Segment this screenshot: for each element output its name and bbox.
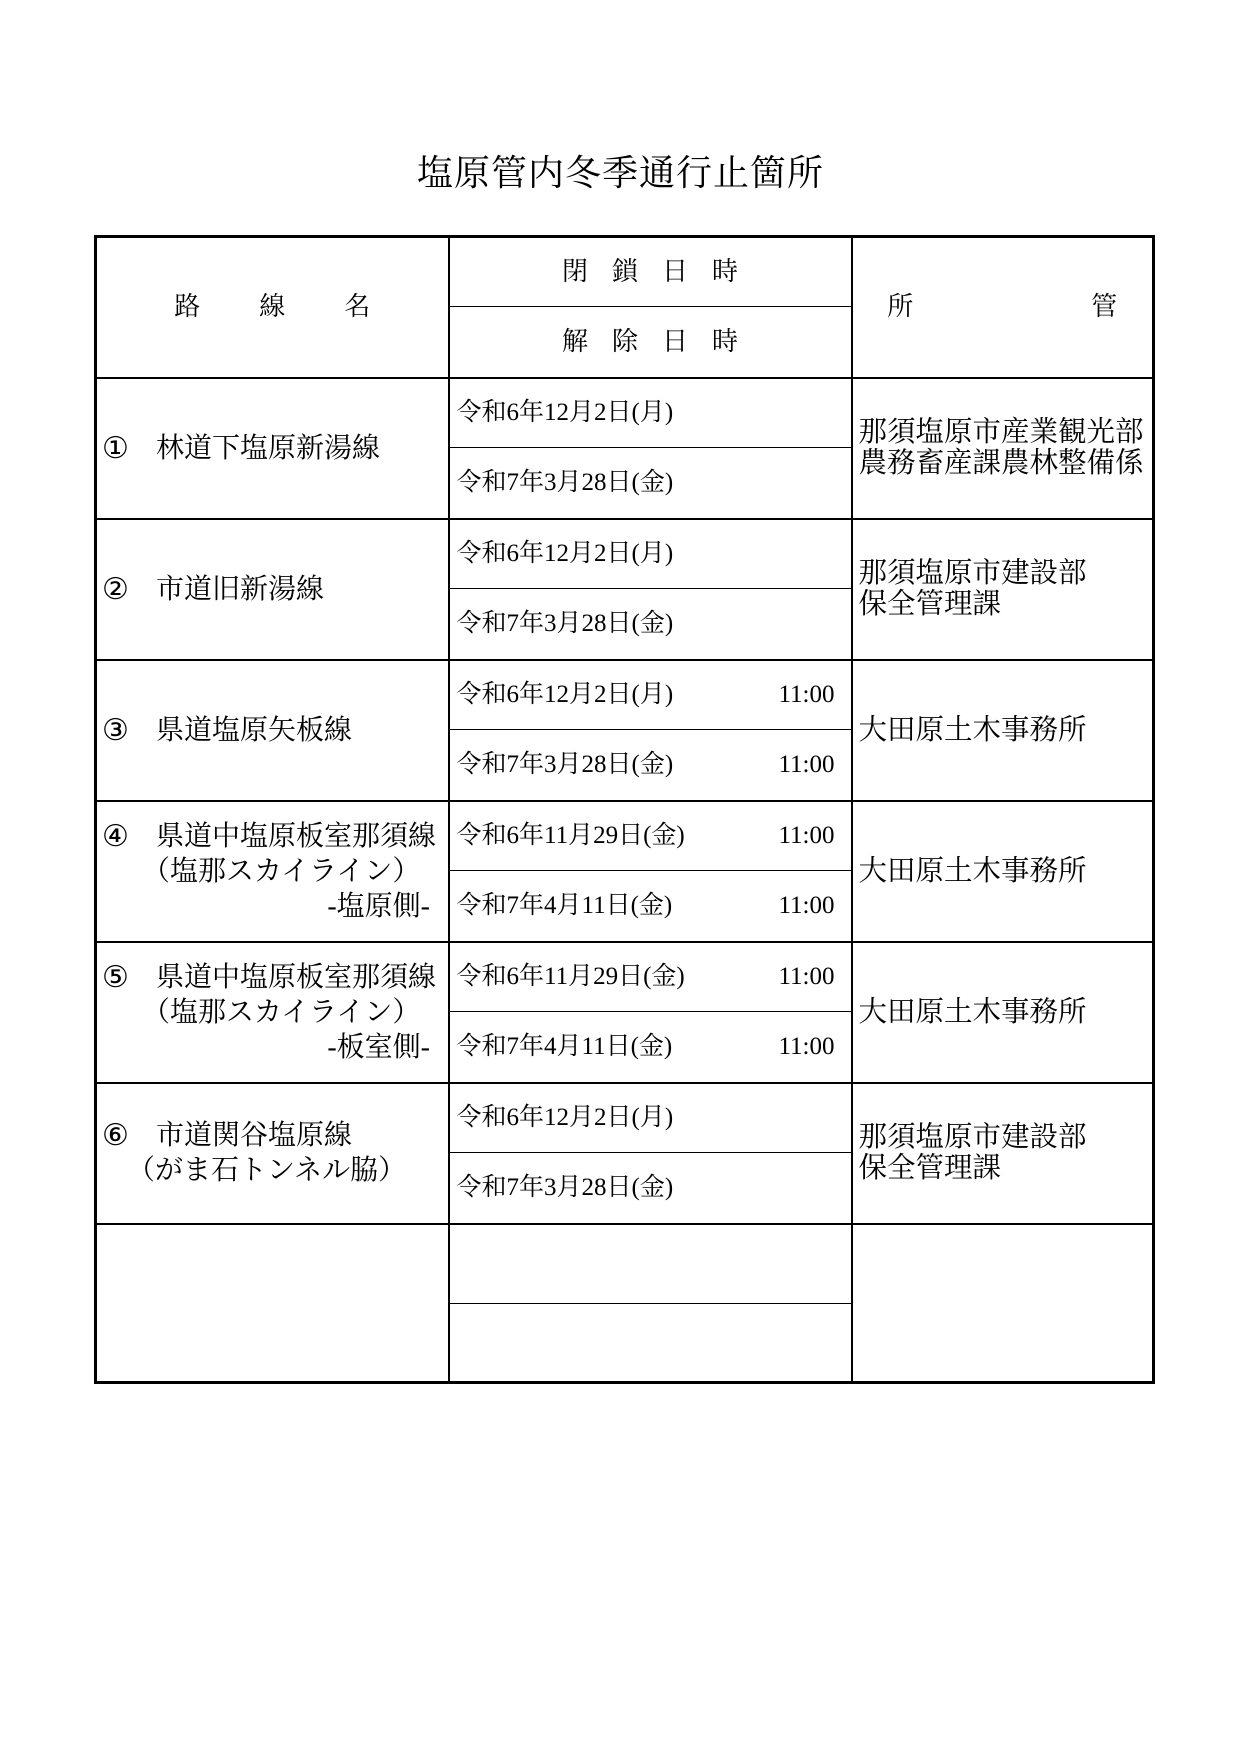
reopening-datetime-cell [449,589,852,660]
route-name [142,960,437,1065]
table-row [96,942,1154,1012]
page-title: 塩原管内冬季通行止箇所 [416,153,824,193]
table-row [96,801,1154,871]
jurisdiction-cell [852,378,1154,519]
reopening-datetime-cell [449,871,852,942]
route-number: ④ [102,819,129,853]
route-cell [96,942,449,1083]
header-closure-datetime: 閉 鎖 日 時 [562,257,738,286]
route-number: ⑥ [102,1119,129,1152]
reopening-time: 11:00 [778,891,835,919]
route-name-line: 林道下塩原新湯線 [156,432,381,464]
empty-jurisdiction-cell [852,1224,1154,1383]
route-number: ① [102,431,129,465]
reopening-time: 11:00 [778,1032,835,1060]
route-name-line: -板室側- [327,1031,430,1063]
route-name-line: 市道旧新湯線 [156,573,325,605]
route-name [156,431,437,466]
header-row [96,237,1154,307]
empty-reopening-cell [449,1304,852,1383]
jurisdiction-line: 大田原土木事務所 [858,855,1087,887]
closure-date: 令和6年12月2日(月) [456,398,674,426]
jurisdiction-cell [852,801,1154,942]
closure-table [94,235,1155,1384]
reopening-date: 令和7年4月11日(金) [456,1032,673,1060]
jurisdiction-line: 大田原土木事務所 [858,996,1087,1028]
jurisdiction-line: 保全管理課 [858,1153,1002,1184]
reopening-datetime-cell [449,1153,852,1224]
jurisdiction-line: 保全管理課 [858,589,1002,620]
header-route-name: 路 線 名 [174,292,371,322]
jurisdiction-cell [852,1083,1154,1224]
route-number: ③ [102,713,129,747]
closure-date: 令和6年11月29日(金) [456,821,685,849]
closure-datetime-cell [449,942,852,1012]
route-name-line: 県道塩原矢板線 [156,714,353,746]
header-jurisdiction: 所 管 [887,292,1118,322]
reopening-date: 令和7年4月11日(金) [456,891,673,919]
route-name-line: （塩那スカイライン） [142,996,421,1028]
header-closure-cell [449,237,852,307]
reopening-date: 令和7年3月28日(金) [456,750,674,778]
closure-datetime-cell [449,1083,852,1153]
header-reopening-datetime: 解 除 日 時 [562,326,738,356]
route-name-line: 県道中塩原板室那須線 [156,961,437,993]
route-cell [96,1083,449,1224]
route-name [156,572,437,607]
route-name-line: -塩原側- [327,890,430,922]
closure-date: 令和6年11月29日(金) [456,962,685,990]
route-number: ② [102,572,129,606]
route-name-line: （塩那スカイライン） [142,855,421,887]
header-jurisdiction-cell [852,237,1154,378]
closure-time: 11:00 [778,821,835,849]
closure-datetime-cell [449,378,852,448]
jurisdiction-line: 那須塩原市建設部 [858,558,1087,589]
header-reopening-cell [449,307,852,378]
jurisdiction-line: 大田原土木事務所 [858,714,1087,746]
route-cell [96,660,449,801]
jurisdiction-line: 那須塩原市建設部 [858,1122,1087,1153]
route-name [142,819,437,924]
empty-route-cell [96,1224,449,1383]
jurisdiction-line: 農務畜産課農林整備係 [858,448,1144,479]
closure-datetime-cell [449,660,852,730]
reopening-date: 令和7年3月28日(金) [456,1173,674,1201]
reopening-datetime-cell [449,1012,852,1083]
closure-date: 令和6年12月2日(月) [456,680,674,708]
table-row [96,660,1154,730]
header-route-name-cell [96,237,449,378]
closure-date: 令和6年12月2日(月) [456,539,674,567]
table-row [96,519,1154,589]
reopening-date: 令和7年3月28日(金) [456,609,674,637]
route-name [156,713,437,748]
jurisdiction-line: 那須塩原市産業観光部 [858,417,1144,448]
jurisdiction-cell [852,942,1154,1083]
closure-time: 11:00 [778,962,835,990]
closure-time: 11:00 [778,680,835,708]
route-cell [96,801,449,942]
reopening-date: 令和7年3月28日(金) [456,468,674,496]
empty-closure-cell [449,1224,852,1304]
reopening-datetime-cell [449,448,852,519]
table-row [96,378,1154,448]
route-name-line: 県道中塩原板室那須線 [156,820,437,852]
table-row [96,1083,1154,1153]
route-name-line: 市道関谷塩原線 [156,1120,353,1151]
closure-datetime-cell [449,519,852,589]
route-cell [96,519,449,660]
empty-table-row [96,1224,1154,1304]
closure-datetime-cell [449,801,852,871]
reopening-time: 11:00 [778,750,835,778]
route-number: ⑤ [102,960,129,994]
route-name [127,1118,437,1188]
route-cell [96,378,449,519]
reopening-datetime-cell [449,730,852,801]
jurisdiction-cell [852,660,1154,801]
jurisdiction-cell [852,519,1154,660]
closure-date: 令和6年12月2日(月) [456,1103,674,1131]
route-name-line: （がま石トンネル脇） [127,1155,407,1186]
